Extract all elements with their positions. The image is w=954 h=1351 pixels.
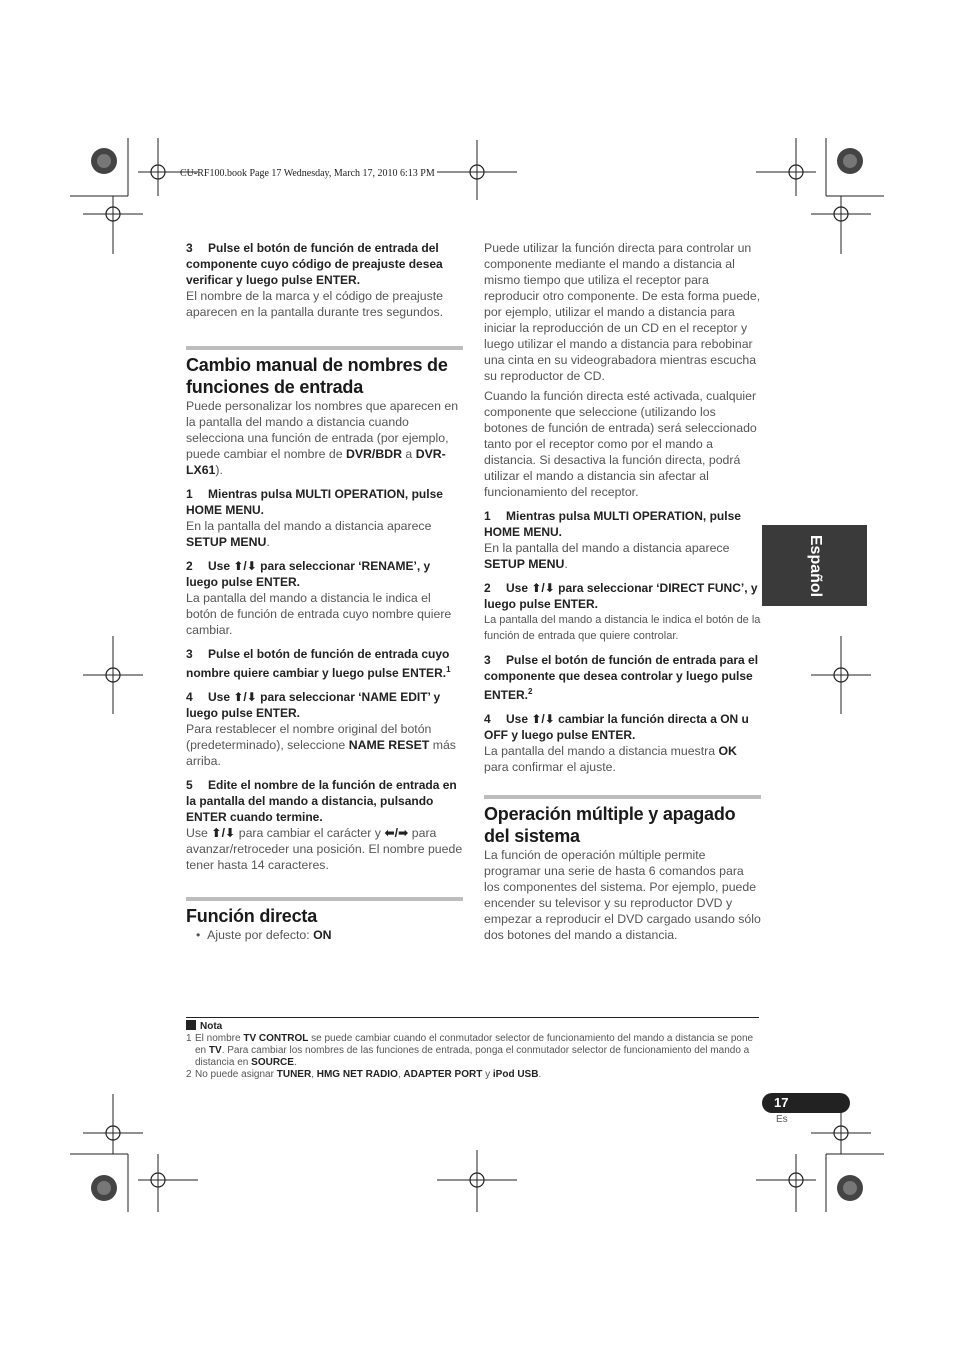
step-body: La pantalla del mando a distancia le indica el botón de la función de entrada que quiere controlar. [484,614,761,642]
right-column [484,240,761,943]
step-body: En la pantalla del mando a distancia aparece SETUP MENU. [484,541,730,571]
bullet-item: • Ajuste por defecto: ON [196,928,332,942]
footnote: 1 El nombre TV CONTROL se puede cambiar cuando el conmutador selector de funcionamiento del mando a distancia se pone en TV. Para cambiar los nombres de las funciones de entrada, ponga el conmutador selector de funcionamiento del mando a distancia en SOURCE. [186,1033,754,1068]
step: 1 Mientras pulsa MULTI OPERATION, pulse HOME MENU. [186,487,443,517]
page-number-badge: 17 [762,1093,850,1113]
up-down-arrows-icon: ⬆/⬇ [211,826,236,840]
paragraph: Cuando la función directa esté activada, cualquier componente que seleccione (utilizando los botones de función de entrada) será seleccionado tanto por el receptor como por el mando a distancia. Si desactiva la función directa, podrá utilizar el mando a distancia sin afectar al funcionamiento del receptor. [484,389,757,499]
step: 2 Use ⬆/⬇ para seleccionar ‘DIRECT FUNC’, y luego pulse ENTER. [484,581,758,611]
left-column [186,240,463,943]
page-language-code: Es [776,1114,788,1125]
step: 1 Mientras pulsa MULTI OPERATION, pulse HOME MENU. [484,509,741,539]
step: 3 Pulse el botón de función de entrada del componente cuyo código de preajuste desea verificar y luego pulse ENTER. [186,241,443,287]
step-body: En la pantalla del mando a distancia aparece SETUP MENU. [186,519,432,549]
step-body: La pantalla del mando a distancia le indica el botón de función de entrada cuyo nombre quiere cambiar. [186,591,452,637]
footnote: 2 No puede asignar TUNER, HMG NET RADIO, ADAPTER PORT y iPod USB. [186,1069,542,1080]
section-heading: Cambio manual de nombres de funciones de entrada [186,346,463,398]
note-icon [186,1020,196,1030]
step: 3 Pulse el botón de función de entrada cuyo nombre quiere cambiar y luego pulse ENTER.$^1$ [186,647,451,680]
paragraph: Puede utilizar la función directa para controlar un componente mediante el mando a distancia al mismo tiempo que utiliza el receptor para reproducir otro componente. De esta forma puede, por ejemplo, utilizar el mando a distancia para iniciar la reproducción de un CD en el receptor y luego utilizar el mando a distancia para rebobinar una cinta en su videograbadora mientras escucha su reproductor de CD. [484,241,761,383]
notes-title: Nota [186,1020,759,1033]
left-right-arrows-icon: ⬅/➡ [384,826,409,840]
paragraph: La función de operación múltiple permite programar una serie de hasta 6 comandos para los componentes del sistema. Por ejemplo, puede encender su televisor y su reproductor DVD y empezar a reproducir el DVD cargado usando sólo dos botones del mando a distancia. [484,848,761,942]
step-body: La pantalla del mando a distancia muestra OK para confirmar el ajuste. [484,744,737,774]
section-heading: Operación múltiple y apagado del sistema [484,795,761,847]
up-down-arrows-icon: ⬆/⬇ [531,581,555,595]
step: 4 Use ⬆/⬇ para seleccionar ‘NAME EDIT’ y luego pulse ENTER. [186,690,441,720]
up-down-arrows-icon: ⬆/⬇ [233,690,257,704]
footnotes [186,1020,759,1081]
step: 2 Use ⬆/⬇ para seleccionar ‘RENAME’, y luego pulse ENTER. [186,559,431,589]
up-down-arrows-icon: ⬆/⬇ [531,712,555,726]
step-body: Use ⬆/⬇ para cambiar el carácter y ⬅/➡ para avanzar/retroceder una posición. El nombre puede tener hasta 14 caracteres. [186,826,463,872]
file-header: CU-RF100.book Page 17 Wednesday, March 17, 2010 6:13 PM [180,168,435,179]
step: 5 Edite el nombre de la función de entrada en la pantalla del mando a distancia, pulsando ENTER cuando termine. [186,778,457,824]
language-tab: Español [762,525,867,606]
step: 3 Pulse el botón de función de entrada para el componente que desea controlar y luego pulse ENTER.$^2$ [484,653,759,702]
up-down-arrows-icon: ⬆/⬇ [233,559,257,573]
step: 4 Use ⬆/⬇ cambiar la función directa a ON u OFF y luego pulse ENTER. [484,712,749,742]
section-heading: Función directa [186,897,463,927]
intro-paragraph: Puede personalizar los nombres que aparecen en la pantalla del mando a distancia cuando selecciona una función de entrada (por ejemplo, puede cambiar el nombre de DVR/BDR a DVR-LX61). [186,399,459,477]
step-body: Para restablecer el nombre original del botón (predeterminado), seleccione NAME RESET más arriba. [186,722,456,768]
step-body: El nombre de la marca y el código de preajuste aparecen en la pantalla durante tres segundos. [186,289,444,319]
notes-divider [186,1017,759,1018]
